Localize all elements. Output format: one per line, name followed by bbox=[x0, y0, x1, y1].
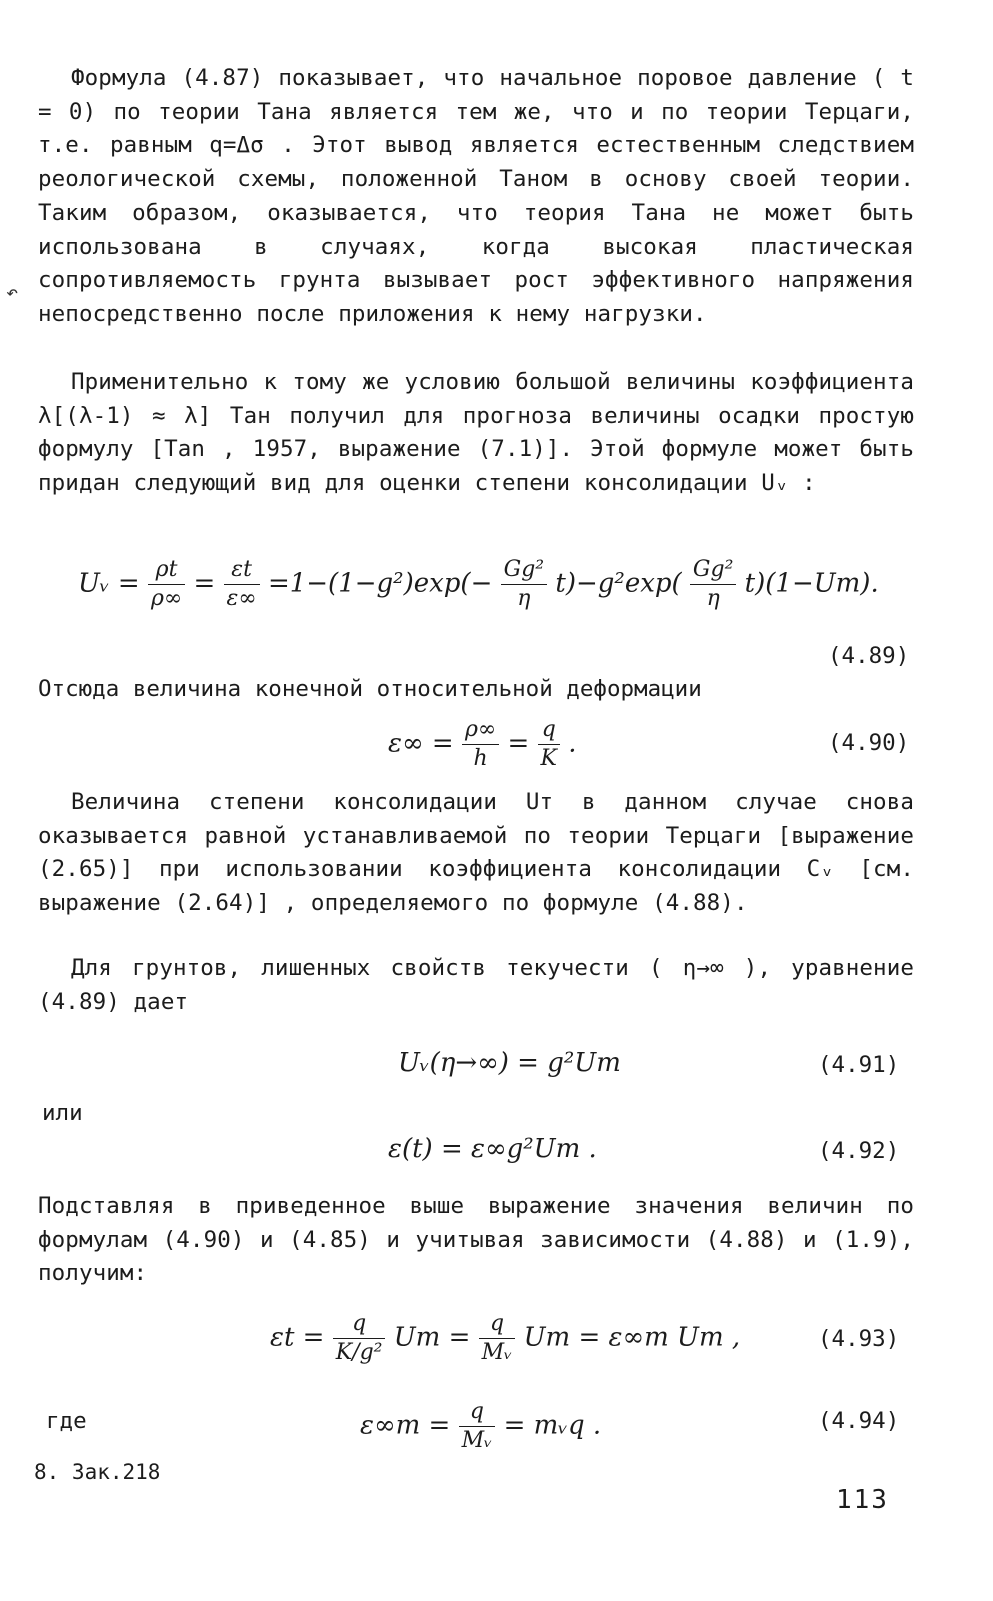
eq493-number: (4.93) bbox=[818, 1326, 900, 1352]
paragraph-2: Применительно к тому же условию большой величины коэффициента λ[(λ-1) ≈ λ] Тан получил для прогноза величины осадки простую формулу [Tan , 1957, выражение (7.1)]. Этой формуле может быть придан следующий вид для оценки степени консолидации Uᵥ : bbox=[38, 369, 914, 497]
eq489-frac2 bbox=[224, 556, 260, 613]
paragraph-1: Формула (4.87) показывает, что начальное поровое давление ( t = 0) по теории Тана является тем же, что и по теории Терцаги, т.е. равным q=Δσ . Этот вывод является естественным следствием реологической схемы, положенной Таном в основу своей теории. Таким образом, оказывается, что теория Тана не может быть использована в случаях, когда высокая пластическая сопротивляемость грунта вызывает рост эффективного напряжения непосредственно после приложения к нему нагрузки. bbox=[38, 65, 914, 327]
eq489-frac3 bbox=[501, 556, 547, 613]
eq489-frac4-num: Gg² bbox=[690, 556, 736, 585]
eq490-tail: . bbox=[568, 728, 577, 759]
eq489-frac1 bbox=[148, 556, 185, 613]
equation-4-89: Uᵥ = $\frac{\rho t}{\rho\infty}$ = $\frac{\varepsilon t}{\varepsilon\infty}$ =1−(1−g²)exp(− $\frac{\text{Gg²}}{\eta}$ t)−g²exp( $\frac{\text{Gg²}}{\eta}$ t)(1−Uт). bbox=[78, 557, 879, 611]
eq492-number: (4.92) bbox=[818, 1138, 900, 1164]
eq489-frac4 bbox=[690, 556, 736, 613]
paragraph-4: Величина степени консолидации Uт в данном случае снова оказывается равной устанавливаемой по теории Терцаги [выражение (2.65)] при использовании коэффициента консолидации Cᵥ [см. выражение (2.64)] , определяемого по формуле (4.88). bbox=[38, 789, 914, 917]
eq494-frac bbox=[459, 1398, 496, 1455]
eq489-frac2-den: ε∞ bbox=[226, 586, 257, 611]
eq490-frac2-num: q bbox=[538, 716, 560, 745]
eq494-tail: = mᵥq . bbox=[503, 1410, 602, 1441]
equation-4-94: ε∞т = $\frac{q}{\text{Mᵥ}}$ = mᵥq . bbox=[360, 1399, 602, 1453]
eq489-frac1-den: ρ∞ bbox=[150, 586, 183, 611]
eq493-frac2-num: q bbox=[479, 1310, 516, 1339]
eq493-frac1 bbox=[333, 1310, 386, 1367]
eq489-frac3-num: Gg² bbox=[501, 556, 547, 585]
eq489-frac3-den: η bbox=[517, 586, 531, 611]
eq490-frac1-den: h bbox=[473, 746, 488, 771]
eq493-tail: Uт = ε∞т Uт , bbox=[523, 1322, 741, 1353]
eq494-number: (4.94) bbox=[818, 1408, 900, 1434]
eq490-lhs: ε∞ bbox=[388, 728, 424, 759]
eq489-part-a: =1−(1−g²)exp(− bbox=[267, 568, 493, 599]
page-number: 113 bbox=[836, 1485, 889, 1515]
eq489-part-b: t)−g²exp( bbox=[555, 568, 682, 599]
eq490-frac1 bbox=[462, 716, 499, 773]
eq489-frac2-num: εt bbox=[224, 556, 260, 585]
eq489-part-c: t)(1−Uт). bbox=[744, 568, 879, 599]
eq489-frac1-num: ρt bbox=[148, 556, 185, 585]
eq491-number: (4.91) bbox=[818, 1052, 900, 1078]
eq490-frac1-num: ρ∞ bbox=[462, 716, 499, 745]
eq490-frac2-den: K bbox=[540, 746, 557, 771]
eq493-frac2-den: Mᵥ bbox=[481, 1340, 513, 1365]
eq493-frac1-num: q bbox=[333, 1310, 386, 1339]
equation-4-90: ε∞ = $\frac{\rho\infty}{h}$ = $\frac{q}{K}$ . bbox=[388, 717, 577, 771]
eq489-number: (4.89) bbox=[828, 643, 910, 669]
eq493-mid: Uт = bbox=[393, 1322, 471, 1353]
eq489-lhs: Uᵥ bbox=[78, 568, 110, 599]
eq493-frac2 bbox=[479, 1310, 516, 1367]
equation-4-92: ε(t) = ε∞g²Uт . bbox=[388, 1134, 597, 1164]
paragraph-5: Для грунтов, лишенных свойств текучести ( η→∞ ), уравнение (4.89) дает bbox=[38, 955, 914, 1015]
paragraph-7: Подставляя в приведенное выше выражение значения величин по формулам (4.90) и (4.85) и учитывая зависимости (4.88) и (1.9), получим: bbox=[38, 1193, 914, 1287]
eq493-frac1-den: K/g² bbox=[335, 1340, 383, 1365]
eq489-frac4-den: η bbox=[706, 586, 720, 611]
printing-order-note: 8. Зак.218 bbox=[34, 1460, 161, 1484]
eq494-frac-den: Mᵥ bbox=[461, 1428, 493, 1453]
equation-4-91: Uᵥ(η→∞) = g²Uт bbox=[398, 1048, 621, 1078]
eq490-number: (4.90) bbox=[828, 730, 910, 756]
paragraph-8: где bbox=[46, 1408, 87, 1434]
equation-4-93: εt = $\frac{q}{\text{K/g²}}$ Uт = $\frac{q}{\text{Mᵥ}}$ Uт = ε∞т Uт , bbox=[270, 1311, 741, 1365]
eq493-lhs: εt bbox=[270, 1322, 295, 1353]
eq494-lhs: ε∞т bbox=[360, 1410, 421, 1441]
margin-pen-mark: ↶ bbox=[6, 280, 19, 304]
eq490-frac2 bbox=[538, 716, 560, 773]
paragraph-6: или bbox=[42, 1100, 83, 1126]
paragraph-3: Отсюда величина конечной относительной деформации bbox=[38, 676, 702, 702]
eq494-frac-num: q bbox=[459, 1398, 496, 1427]
